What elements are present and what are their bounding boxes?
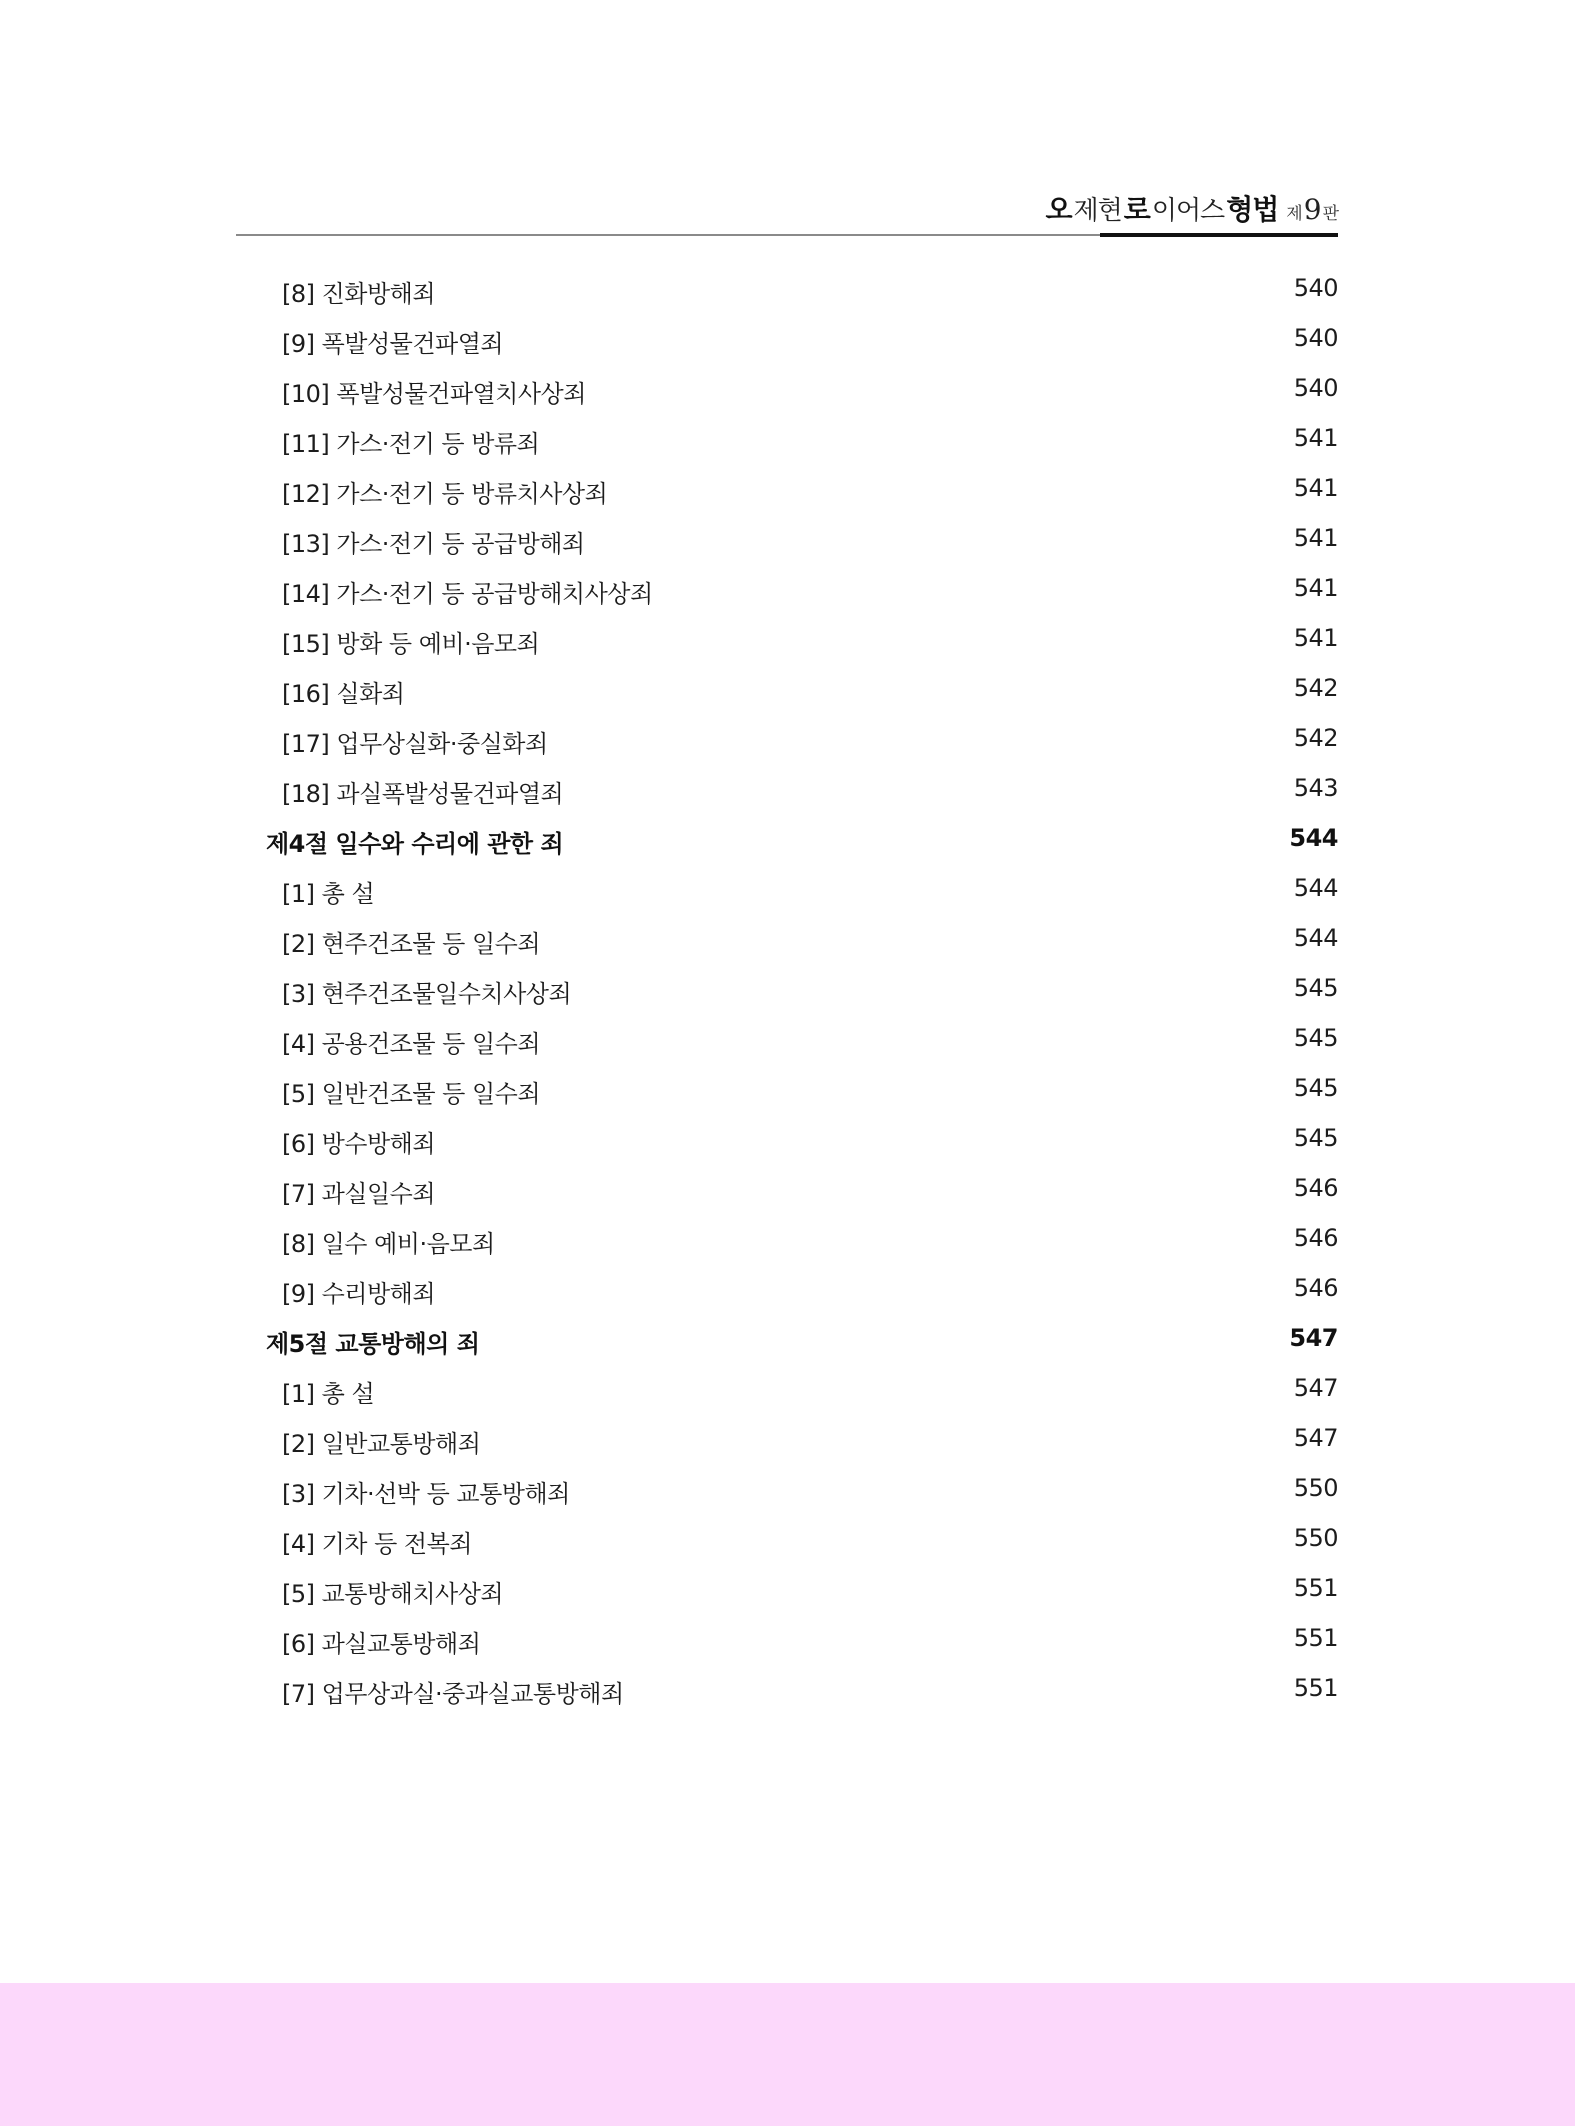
toc-page-number: 545 xyxy=(1293,1124,1338,1152)
toc-entry[interactable] xyxy=(236,1120,1338,1170)
header-rule-accent xyxy=(1100,233,1338,237)
toc-entry[interactable] xyxy=(236,1570,1338,1620)
running-header xyxy=(236,186,1338,236)
toc-entry[interactable] xyxy=(236,1520,1338,1570)
toc-entry-title: [10] 폭발성물건파열치사상죄 xyxy=(282,380,586,408)
toc-entry-title: [14] 가스·전기 등 공급방해치사상죄 xyxy=(282,580,653,608)
toc-entry-title: 제5절 교통방해의 죄 xyxy=(266,1330,480,1358)
toc-entry-title: 제4절 일수와 수리에 관한 죄 xyxy=(266,830,564,858)
toc-entry[interactable] xyxy=(236,1070,1338,1120)
toc-page-number: 547 xyxy=(1289,1324,1338,1352)
edition-suffix: 판 xyxy=(1322,204,1338,224)
toc-page-number: 547 xyxy=(1293,1374,1338,1402)
toc-page-number: 541 xyxy=(1293,424,1338,452)
toc-page-number: 544 xyxy=(1289,824,1338,852)
toc-entry-title: [2] 현주건조물 등 일수죄 xyxy=(282,930,541,958)
toc-entry-title: [1] 총 설 xyxy=(282,1380,375,1408)
toc-entry[interactable] xyxy=(236,570,1338,620)
toc-entry-title: [6] 과실교통방해죄 xyxy=(282,1630,481,1658)
toc-entry[interactable] xyxy=(236,1170,1338,1220)
toc-entry[interactable] xyxy=(236,470,1338,520)
toc-page-number: 542 xyxy=(1293,674,1338,702)
toc-entry-title: [8] 진화방해죄 xyxy=(282,280,436,308)
toc-page-number: 551 xyxy=(1293,1674,1338,1702)
toc-page-number: 540 xyxy=(1293,274,1338,302)
toc-page-number: 542 xyxy=(1293,724,1338,752)
toc-section-heading[interactable] xyxy=(236,1320,1338,1370)
toc-page-number: 541 xyxy=(1293,474,1338,502)
toc-entry-title: [12] 가스·전기 등 방류치사상죄 xyxy=(282,480,608,508)
toc-entry[interactable] xyxy=(236,1620,1338,1670)
toc-entry-title: [7] 업무상과실·중과실교통방해죄 xyxy=(282,1680,624,1708)
toc-page-number: 545 xyxy=(1293,974,1338,1002)
book-title-part: 제현 xyxy=(1073,196,1122,226)
toc-entry[interactable] xyxy=(236,770,1338,820)
edition-number: 9 xyxy=(1303,193,1321,226)
book-title-part: 형법 xyxy=(1226,193,1279,226)
edition-prefix: 제 xyxy=(1286,204,1302,224)
toc-entry-title: [15] 방화 등 예비·음모죄 xyxy=(282,630,540,658)
toc-page-number: 544 xyxy=(1293,874,1338,902)
footer-band xyxy=(0,1983,1575,2126)
toc-entry-title: [17] 업무상실화·중실화죄 xyxy=(282,730,548,758)
toc-entry-title: [9] 수리방해죄 xyxy=(282,1280,436,1308)
toc-entry[interactable] xyxy=(236,1220,1338,1270)
toc-page-number: 544 xyxy=(1293,924,1338,952)
toc-entry[interactable] xyxy=(236,920,1338,970)
toc-page-number: 547 xyxy=(1293,1424,1338,1452)
toc-entry-title: [1] 총 설 xyxy=(282,880,375,908)
toc-page-number: 541 xyxy=(1293,624,1338,652)
toc-entry-title: [13] 가스·전기 등 공급방해죄 xyxy=(282,530,585,558)
toc-page-number: 550 xyxy=(1293,1474,1338,1502)
toc-entry[interactable] xyxy=(236,1670,1338,1720)
toc-entry-title: [5] 교통방해치사상죄 xyxy=(282,1580,504,1608)
toc-section-heading[interactable] xyxy=(236,820,1338,870)
toc-entry[interactable] xyxy=(236,1470,1338,1520)
toc-entry[interactable] xyxy=(236,520,1338,570)
toc-page-number: 541 xyxy=(1293,574,1338,602)
toc-page-number: 551 xyxy=(1293,1574,1338,1602)
toc-entry-title: [4] 공용건조물 등 일수죄 xyxy=(282,1030,541,1058)
toc-entry-title: [3] 현주건조물일수치사상죄 xyxy=(282,980,572,1008)
toc-page-number: 543 xyxy=(1293,774,1338,802)
toc-page-number: 540 xyxy=(1293,324,1338,352)
toc-entry-title: [7] 과실일수죄 xyxy=(282,1180,436,1208)
toc-entry-title: [4] 기차 등 전복죄 xyxy=(282,1530,472,1558)
toc-page-number: 550 xyxy=(1293,1524,1338,1552)
toc-entry[interactable] xyxy=(236,620,1338,670)
toc-page-number: 551 xyxy=(1293,1624,1338,1652)
book-title xyxy=(1045,188,1338,228)
book-title-part: 로 xyxy=(1123,193,1150,226)
toc-entry[interactable] xyxy=(236,420,1338,470)
toc-page-number: 540 xyxy=(1293,374,1338,402)
toc-entry[interactable] xyxy=(236,870,1338,920)
book-title-part: 이어스 xyxy=(1151,196,1225,226)
toc-entry[interactable] xyxy=(236,320,1338,370)
toc-entry[interactable] xyxy=(236,970,1338,1020)
toc-page-number: 546 xyxy=(1293,1274,1338,1302)
book-title-part: 오 xyxy=(1045,193,1072,226)
toc-entry-title: [16] 실화죄 xyxy=(282,680,405,708)
toc-page-number: 545 xyxy=(1293,1024,1338,1052)
toc-entry-title: [9] 폭발성물건파열죄 xyxy=(282,330,504,358)
toc-page-number: 545 xyxy=(1293,1074,1338,1102)
toc-entry[interactable] xyxy=(236,370,1338,420)
toc-entry-title: [18] 과실폭발성물건파열죄 xyxy=(282,780,564,808)
toc-page-number: 541 xyxy=(1293,524,1338,552)
toc-entry-title: [11] 가스·전기 등 방류죄 xyxy=(282,430,540,458)
toc-entry[interactable] xyxy=(236,270,1338,320)
toc-page-number: 546 xyxy=(1293,1224,1338,1252)
toc-entry[interactable] xyxy=(236,1370,1338,1420)
toc-entry[interactable] xyxy=(236,720,1338,770)
toc-page-number: 546 xyxy=(1293,1174,1338,1202)
toc-entry[interactable] xyxy=(236,1420,1338,1470)
table-of-contents xyxy=(236,270,1338,1720)
toc-entry[interactable] xyxy=(236,670,1338,720)
toc-entry-title: [5] 일반건조물 등 일수죄 xyxy=(282,1080,541,1108)
toc-entry-title: [2] 일반교통방해죄 xyxy=(282,1430,481,1458)
toc-entry[interactable] xyxy=(236,1020,1338,1070)
toc-entry-title: [8] 일수 예비·음모죄 xyxy=(282,1230,495,1258)
toc-entry[interactable] xyxy=(236,1270,1338,1320)
toc-entry-title: [3] 기차·선박 등 교통방해죄 xyxy=(282,1480,570,1508)
toc-entry-title: [6] 방수방해죄 xyxy=(282,1130,436,1158)
